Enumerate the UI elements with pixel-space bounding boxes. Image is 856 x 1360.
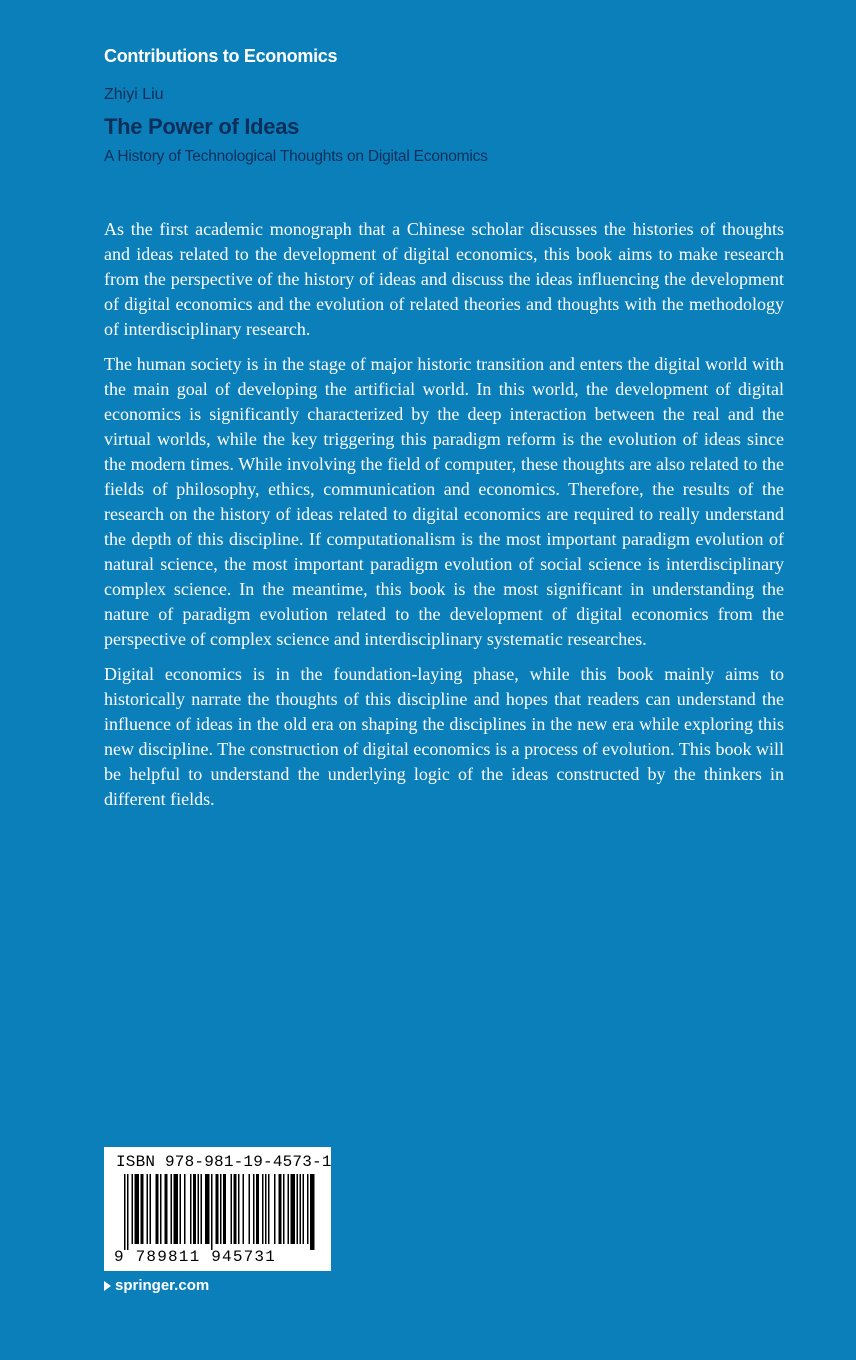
barcode-bar — [256, 1174, 259, 1244]
barcode-bar — [174, 1174, 179, 1244]
book-subtitle: A History of Technological Thoughts on Digital Economics — [104, 148, 488, 165]
barcode-bar — [297, 1174, 299, 1244]
barcode-bar — [171, 1174, 173, 1244]
barcode-digits: 9 789811 945731 — [114, 1248, 277, 1266]
barcode-bar — [279, 1174, 282, 1244]
barcode-bar — [127, 1174, 129, 1250]
barcode-bar — [231, 1174, 233, 1244]
barcode-bar — [201, 1174, 203, 1244]
barcode-bar — [234, 1174, 237, 1244]
series-name: Contributions to Economics — [104, 46, 338, 66]
barcode-bar — [216, 1174, 219, 1244]
barcode-bar — [156, 1174, 159, 1244]
barcode-bar — [300, 1174, 302, 1244]
book-title: The Power of Ideas — [104, 114, 300, 139]
description-paragraph-2: The human society is in the stage of major historic transition and enters the digital world with the main goal of developing the artificial world. In this world, the development of digital economics is significantly characterized by the deep interaction between the real and the virtual worlds, while the key triggering this paradigm reform is the evolution of ideas since the modern times. While involving the field of computer, these thoughts are also related to the fields of philosophy, ethics, communication and economics. Therefore, the results of the research on the history of ideas related to digital economics are required to really understand the depth of this discipline. If computationalism is the most important paradigm evolution of natural science, the most important paradigm evolution of social science is interdisciplinary complex science. In the meantime, this book is the most significant in understanding the nature of paradigm evolution related to the development of digital economics from the perspective of complex science and interdisciplinary systematic researches. — [104, 354, 784, 649]
barcode-bar — [307, 1174, 309, 1244]
description-paragraph-3: Digital economics is in the foundation-laying phase, while this book mainly aims to historically narrate the thoughts of this discipline and hopes that readers can understand the influence of ideas in the old era on shaping the disciplines in the new era while exploring this new discipline. The construction of digital economics is a process of evolution. This book will be helpful to understand the underlying logic of the ideas constructed by the thinkers in different fields. — [104, 664, 784, 809]
barcode-bar — [160, 1174, 162, 1244]
barcode-bar — [243, 1174, 245, 1244]
barcode-bar — [268, 1174, 270, 1244]
barcode-bar — [310, 1174, 315, 1250]
barcode-bar — [262, 1174, 264, 1244]
barcode-bar — [193, 1174, 196, 1244]
barcode-bar — [147, 1174, 149, 1244]
barcode-bar — [198, 1174, 200, 1244]
barcode-bar — [211, 1174, 213, 1250]
barcode-bar — [124, 1174, 126, 1250]
barcode-bar — [238, 1174, 240, 1244]
publisher-link[interactable] — [104, 1277, 209, 1294]
barcode-bar — [223, 1174, 226, 1244]
barcode-bar — [288, 1174, 290, 1244]
author-name: Zhiyi Liu — [104, 86, 164, 103]
book-description — [104, 217, 784, 822]
barcode-bar — [165, 1174, 168, 1244]
barcode-bar — [141, 1174, 144, 1244]
isbn-barcode — [104, 1147, 331, 1271]
barcode-bar — [283, 1174, 285, 1244]
barcode-bar — [150, 1174, 152, 1244]
barcode-bar — [180, 1174, 182, 1244]
publisher-url: springer.com — [115, 1277, 210, 1294]
description-paragraph-1: As the first academic monograph that a Chinese scholar discusses the histories of thoughts and ideas related to the development of digital economics, this book aims to make research from the perspective of the history of ideas and discuss the ideas influencing the development of digital economics and the evolution of related theories and thoughts with the methodology of interdisciplinary research. — [104, 219, 784, 339]
barcode-bar — [220, 1174, 222, 1244]
barcode-bar — [205, 1174, 210, 1244]
isbn-label: ISBN 978-981-19-4573-1 — [116, 1153, 332, 1171]
barcode-bar — [190, 1174, 192, 1244]
barcode-bar — [132, 1174, 134, 1244]
barcode-bar — [265, 1174, 267, 1244]
barcode-bar — [274, 1174, 276, 1244]
barcode-bar — [253, 1174, 255, 1244]
barcode-bar — [249, 1174, 251, 1244]
arrow-right-icon — [104, 1281, 111, 1291]
barcode-bar — [135, 1174, 140, 1244]
barcode-bar — [184, 1174, 186, 1244]
barcode-bar — [291, 1174, 296, 1244]
barcode-bar — [303, 1174, 305, 1244]
